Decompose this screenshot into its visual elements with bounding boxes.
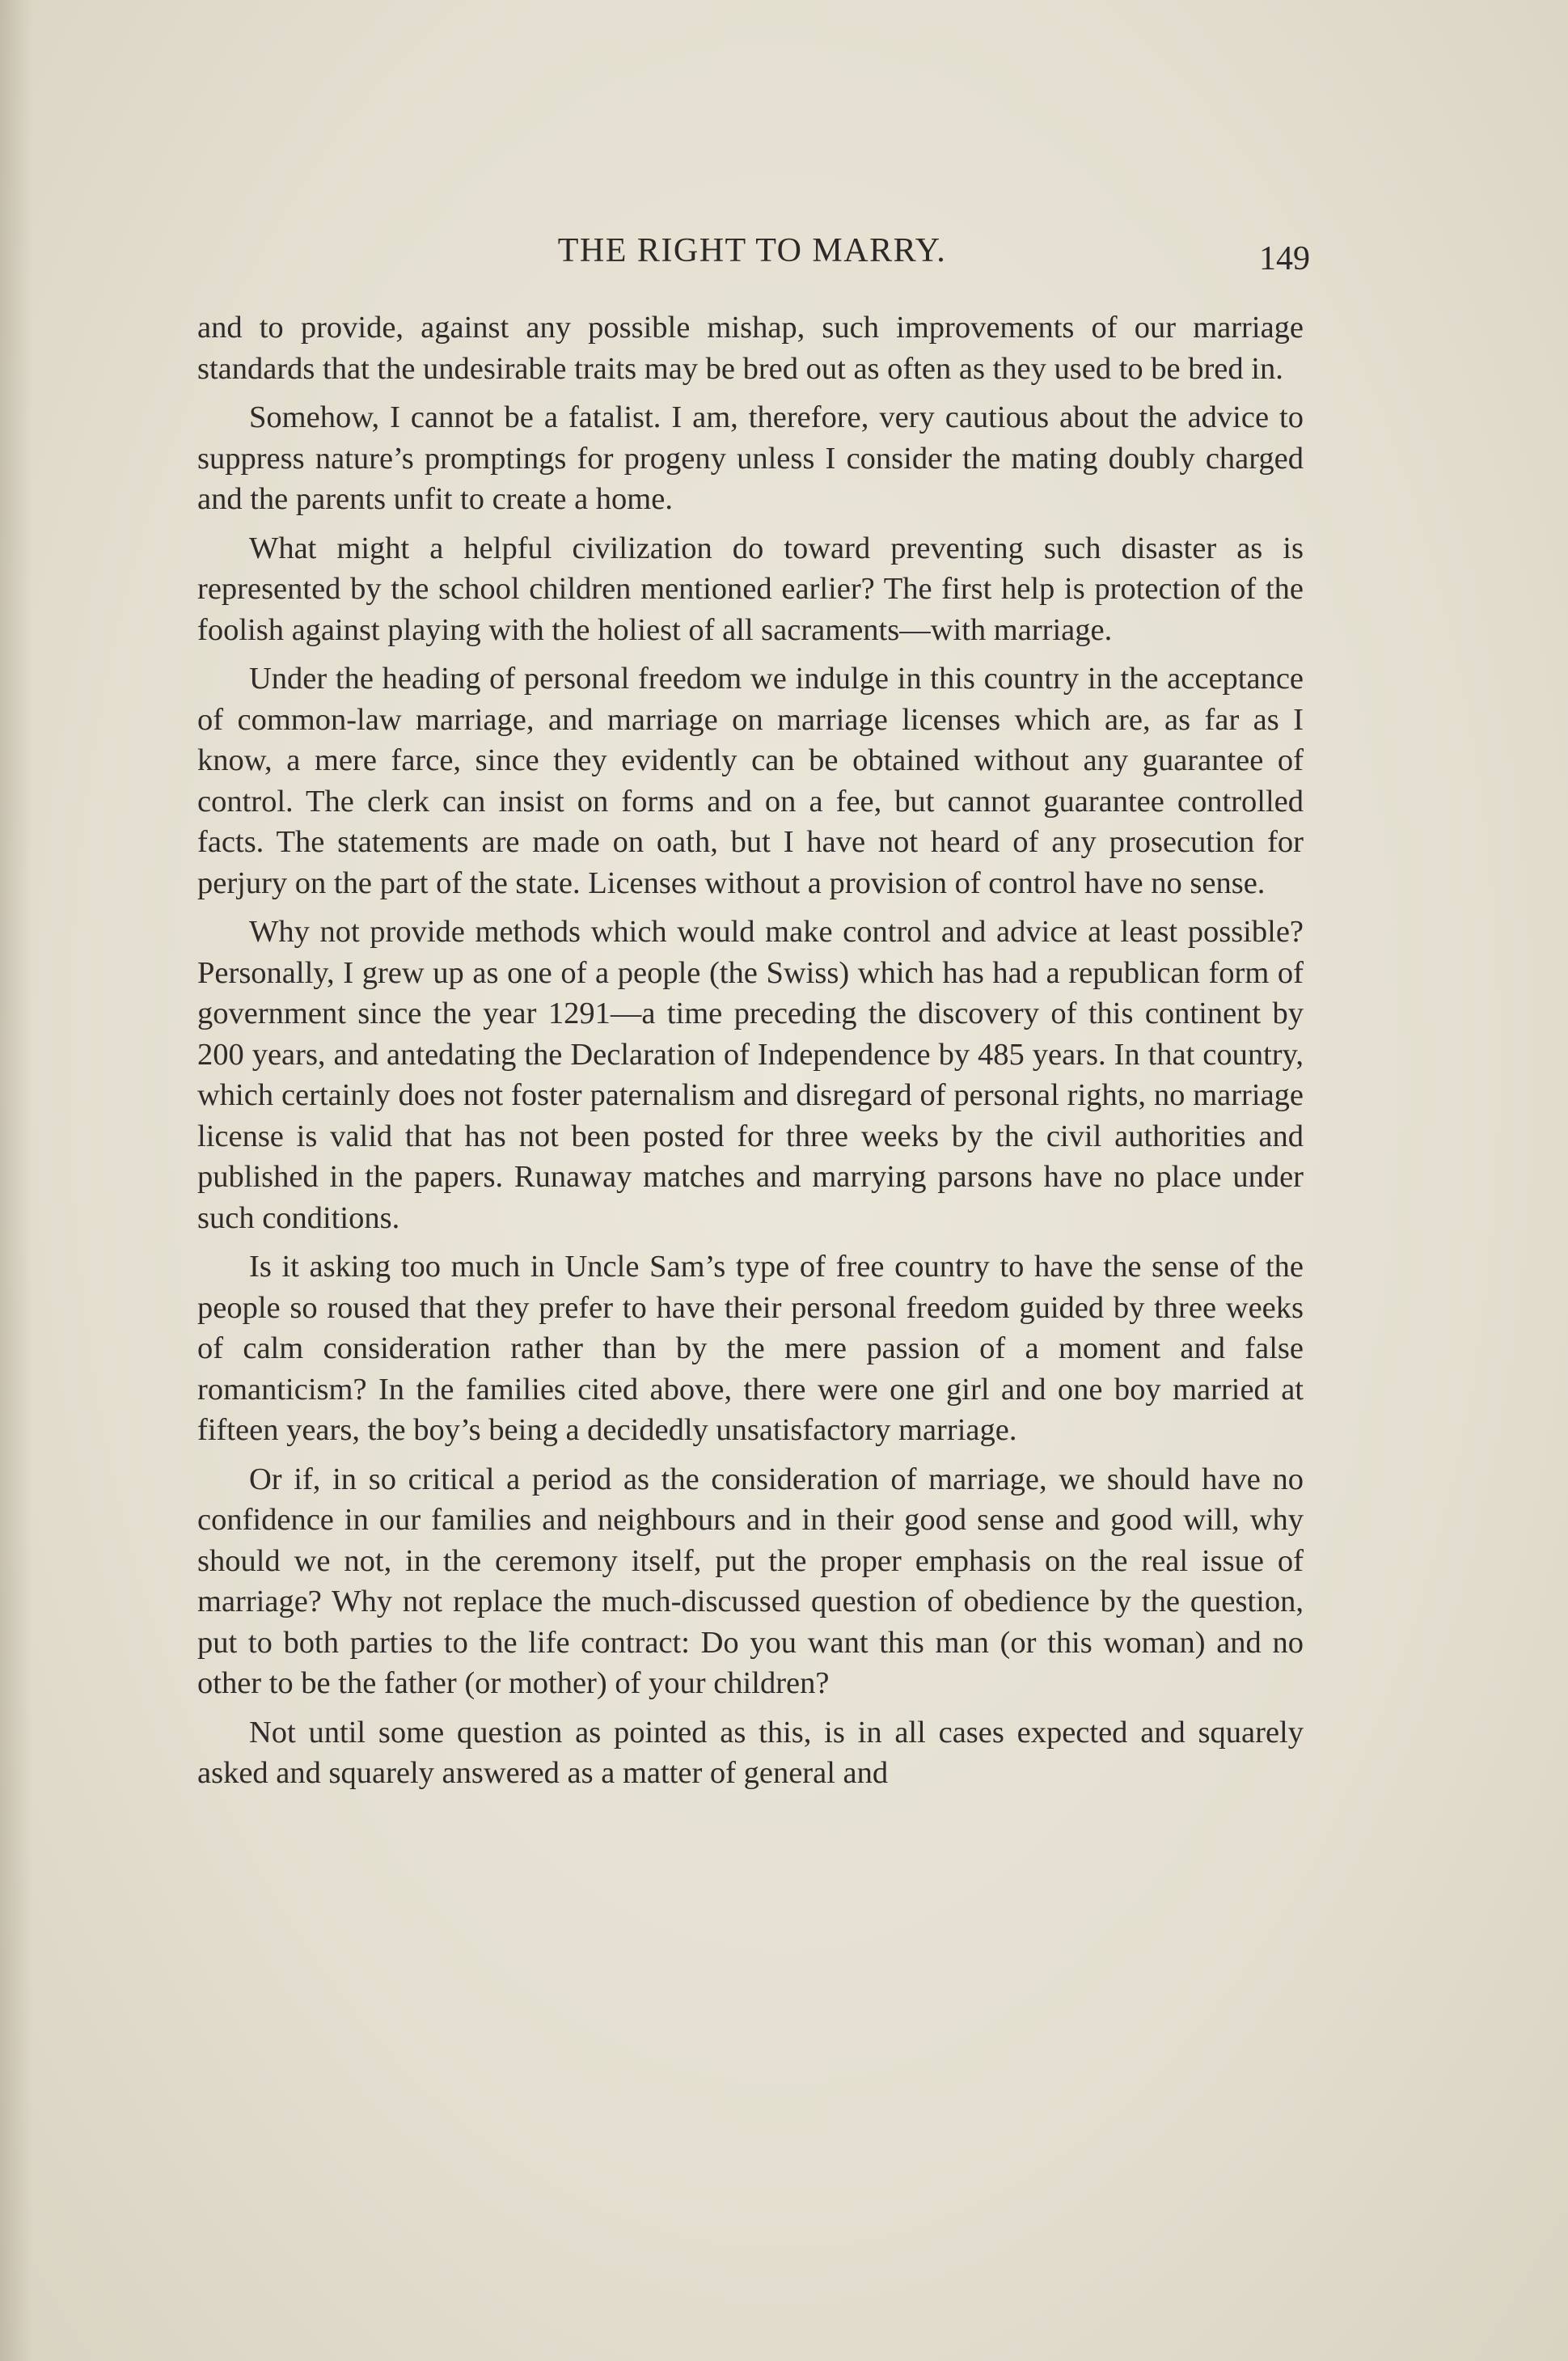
paragraph: Not until some question as pointed as this, is in all cases expected and squarely asked and squarely answered as a matter of general and — [197, 1715, 1304, 1790]
page-number: 149 — [1259, 240, 1310, 277]
running-title: THE RIGHT TO MARRY. — [557, 232, 947, 269]
paragraph: Or if, in so critical a period as the consideration of marriage, we should have no confidence in our families and neighbours and in their good sense and good will, why should we not, in the ceremony itself, put the proper emphasis on the real issue of marriage? Why not replace the much-discussed question of obedience by the question, put to both parties to the life contract: Do you want this man (or this woman) and no other to be the father (or mother) of your children? — [197, 1462, 1304, 1700]
page-header — [194, 231, 1310, 288]
paragraph: Why not provide methods which would make control and advice at least possible? Personally, I grew up as one of a people (the Swiss) which has had a republican form of government since the year 1291—a time preceding the discovery of this continent by 200 years, and antedating the Declaration of Independence by 485 years. In that country, which certainly does not foster paternalism and disregard of personal rights, no marriage license is valid that has not been posted for three weeks by the civil authorities and published in the papers. Runaway matches and marrying parsons have no place under such conditions. — [197, 915, 1304, 1235]
paragraph: Is it asking too much in Uncle Sam’s type of free country to have the sense of the people so roused that they prefer to have their personal freedom guided by three weeks of calm consideration rather than by the mere passion of a moment and false romanticism? In the families cited above, there were one girl and one boy married at fifteen years, the boy’s being a decidedly unsatisfactory marriage. — [197, 1250, 1304, 1447]
paragraph: Under the heading of personal freedom we indulge in this country in the acceptance of common-law marriage, and marriage on marriage licenses which are, as far as I know, a mere farce, since they evidently can be obtained without any guarantee of control. The clerk can insist on forms and on a fee, but cannot guarantee controlled facts. The statements are made on oath, but I have not heard of any prosecution for perjury on the part of the state. Licenses without a provision of control have no sense. — [197, 662, 1304, 900]
gutter-shadow — [0, 0, 32, 2361]
paragraph: and to provide, against any possible mishap, such improvements of our marriage standards that the undesirable traits may be bred out as often as they used to be bred in. — [197, 311, 1304, 386]
paragraph: What might a helpful civilization do toward preventing such disaster as is represented by the school children mentioned earlier? The first help is protection of the foolish against playing with the holiest of all sacraments—with marriage. — [197, 531, 1304, 647]
body-text — [197, 307, 1304, 1802]
paragraph: Somehow, I cannot be a fatalist. I am, therefore, very cautious about the advice to suppress nature’s promptings for progeny unless I consider the mating doubly charged and the parents unfit to create a home. — [197, 400, 1304, 516]
